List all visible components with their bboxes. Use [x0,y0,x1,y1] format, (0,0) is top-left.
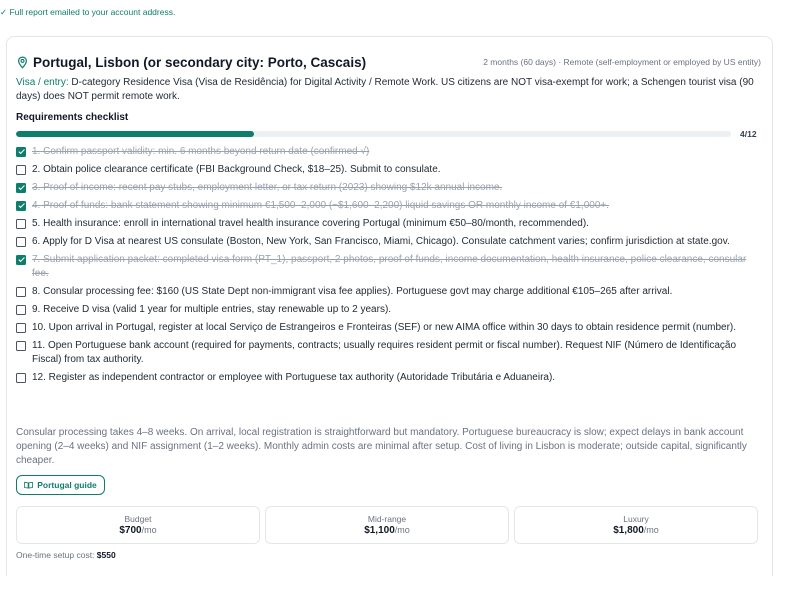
checklist-item [16,199,761,213]
checklist-checkbox[interactable] [16,219,26,229]
checklist-item [16,145,761,159]
card-header [16,53,761,71]
email-confirmation-banner: ✓ Full report emailed to your account address. [0,7,176,17]
requirements-checklist [16,145,761,389]
checklist-item-text: 12. Register as independent contractor or employee with Portuguese tax authority (Autoridade Tributária e Aduaneira). [32,372,556,383]
checklist-item-text: 10. Upon arrival in Portugal, register at local Serviço de Estrangeiros e Fronteiras (SEF) or new AIMA office within 30 days to obtain residence permit (number). [32,322,737,333]
progress-count: 4/12 [740,129,757,139]
checklist-checkbox[interactable] [16,323,26,333]
tier-name: Budget [124,514,152,524]
location-pin-icon [16,56,29,69]
visa-entry-info [16,76,764,104]
tier-price: $1,100/mo [364,525,410,536]
setup-cost-label: One-time setup cost: [16,550,95,560]
book-icon [24,481,33,489]
checklist-item-text: 5. Health insurance: enroll in international travel health insurance covering Portugal (minimum €50–80/month, recommended). [32,218,589,229]
checklist-checkbox[interactable] [16,255,26,265]
checklist-item [16,235,761,249]
checklist-checkbox[interactable] [16,237,26,247]
requirements-progress-bar [16,131,731,137]
tier-budget [16,506,260,544]
checklist-item-text: 3. Proof of income: recent pay stubs, employment letter, or tax return (2023) showing $12k annual income. [32,182,503,193]
checklist-item [16,163,761,177]
tier-name: Luxury [623,514,649,524]
requirements-heading: Requirements checklist [16,112,129,123]
progress-fill [16,131,254,137]
visa-entry-label: Visa / entry: [16,77,69,88]
checklist-item-text: 7. Submit application packet: completed visa form (PT_1), passport, 2 photos, proof of funds, income documentation, health insurance, police clearance, consular fee. [32,254,747,279]
tier-mid-range [265,506,509,544]
checklist-item-text: 8. Consular processing fee: $160 (US State Dept non-immigrant visa fee applies). Portuguese govt may charge additional €105–265 after arrival. [32,286,673,297]
guide-button-label: Portugal guide [37,480,97,490]
visa-entry-text: D-category Residence Visa (Visa de Residência) for Digital Activity / Remote Work. US citizens are NOT visa-exempt for work; a Schengen tourist visa (90 days) does NOT permit remote work. [16,77,754,102]
checklist-item-text: 6. Apply for D Visa at nearest US consulate (Boston, New York, San Francisco, Miami, Chicago). Consulate catchment varies; confirm jurisdiction at state.gov. [32,236,730,247]
checklist-item-text: 9. Receive D visa (valid 1 year for multiple entries, stay renewable up to 2 years). [32,304,392,315]
setup-cost [16,550,116,560]
checklist-checkbox[interactable] [16,373,26,383]
setup-cost-value: $550 [96,550,116,560]
tier-name: Mid-range [367,514,407,524]
checklist-checkbox[interactable] [16,341,26,351]
tier-price: $700/mo [119,525,157,536]
checklist-item [16,253,761,281]
checklist-item [16,285,761,299]
tier-luxury [514,506,758,544]
checklist-item-text: 1. Confirm passport validity: min. 6 months beyond return date (confirmed √) [32,146,370,157]
checklist-item [16,303,761,317]
checklist-checkbox[interactable] [16,147,26,157]
checklist-checkbox[interactable] [16,287,26,297]
checklist-item [16,321,761,335]
checklist-checkbox[interactable] [16,201,26,211]
checklist-item [16,217,761,231]
checklist-checkbox[interactable] [16,165,26,175]
checklist-item-text: 2. Obtain police clearance certificate (FBI Background Check, $18–25). Submit to consulate. [32,164,441,175]
checklist-item-text: 11. Open Portuguese bank account (required for payments, contracts; usually requires resident permit or fiscal number). Request NIF (Número de Identificação Fiscal) from tax authority. [32,340,737,365]
destination-title: Portugal, Lisbon (or secondary city: Porto, Cascais) [33,54,367,70]
portugal-guide-button[interactable] [16,475,105,495]
checklist-item [16,181,761,195]
checklist-checkbox[interactable] [16,183,26,193]
checklist-item [16,371,761,385]
processing-notes: Consular processing takes 4–8 weeks. On arrival, local registration is straightforward but mandatory. Portuguese bureaucracy is slow; expect delays in bank account opening (2–4 weeks) and NIF assignment (1–2 weeks). Monthly admin costs are minimal after setup. Cost of living in Lisbon is moderate; outside capital, significantly cheaper. [16,427,747,466]
checklist-item [16,339,761,367]
checklist-item-text: 4. Proof of funds: bank statement showing minimum €1,500–2,000 (~$1,600–2,200) liquid savings OR monthly income of €1,000+. [32,200,610,211]
checklist-checkbox[interactable] [16,305,26,315]
trip-meta: 2 months (60 days) · Remote (self-employment or employed by US entity) [483,57,761,67]
tier-price: $1,800/mo [613,525,659,536]
